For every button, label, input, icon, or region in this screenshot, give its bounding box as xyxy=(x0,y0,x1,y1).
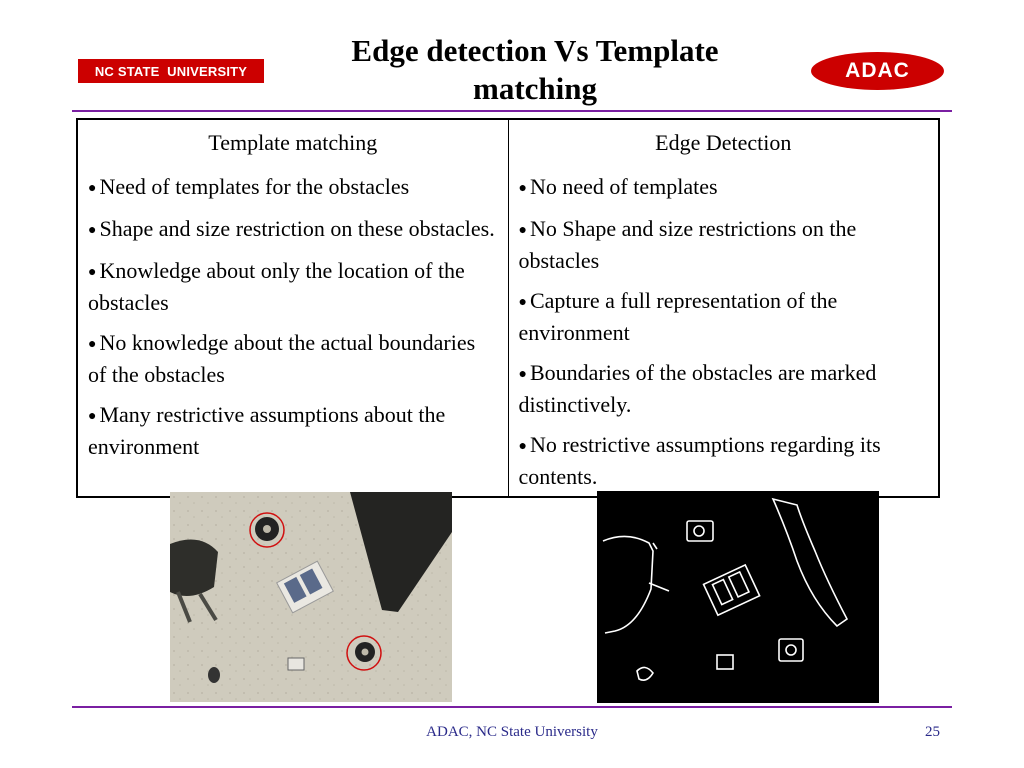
slide-title-line2: matching xyxy=(473,71,597,106)
item-text: Boundaries of the obstacles are marked distinctively. xyxy=(518,360,877,417)
list-item xyxy=(88,328,498,390)
list-item xyxy=(88,172,498,204)
item-text: Many restrictive assumptions about the environment xyxy=(88,402,446,459)
adac-logo xyxy=(811,52,944,90)
ncsu-logo xyxy=(78,59,264,83)
bullet-icon: ● xyxy=(518,439,527,454)
header-edge-detection: Edge Detection xyxy=(508,119,939,158)
slide-title-line1: Edge detection Vs Template xyxy=(351,33,719,68)
edge-detection-image xyxy=(597,491,879,703)
list-item xyxy=(519,430,929,492)
item-text: No restrictive assumptions regarding its contents. xyxy=(518,432,881,489)
ncsu-logo-text: NC STATE UNIVERSITY xyxy=(94,63,248,79)
list-item xyxy=(519,214,929,276)
adac-logo-text: ADAC xyxy=(845,59,910,82)
item-text: Need of templates for the obstacles xyxy=(99,174,410,199)
list-item xyxy=(88,214,498,246)
list-item xyxy=(519,172,929,204)
slide-title xyxy=(300,32,770,108)
edge-detection-column xyxy=(508,158,939,497)
comparison-table xyxy=(76,118,940,498)
bullet-icon: ● xyxy=(88,181,97,196)
header-template-matching: Template matching xyxy=(77,119,508,158)
item-text: Knowledge about only the location of the obstacles xyxy=(88,258,465,315)
bullet-icon: ● xyxy=(88,337,97,352)
bullet-icon: ● xyxy=(88,265,97,280)
table-body-row xyxy=(77,158,939,497)
bullet-icon: ● xyxy=(518,295,527,310)
item-text: Shape and size restriction on these obstacles. xyxy=(99,216,495,241)
item-text: No need of templates xyxy=(529,174,718,199)
list-item xyxy=(88,256,498,318)
bottom-divider xyxy=(72,706,952,708)
item-text: No knowledge about the actual boundaries of the obstacles xyxy=(88,330,476,387)
bullet-icon: ● xyxy=(88,223,97,238)
top-divider xyxy=(72,110,952,112)
bullet-icon: ● xyxy=(518,181,527,196)
template-matching-column xyxy=(77,158,508,497)
item-text: No Shape and size restrictions on the obstacles xyxy=(518,216,857,273)
item-text: Capture a full representation of the environment xyxy=(518,288,838,345)
list-item xyxy=(88,400,498,462)
camera-image xyxy=(170,492,452,702)
footer-text: ADAC, NC State University xyxy=(426,724,598,740)
list-item xyxy=(519,286,929,348)
table-header-row xyxy=(77,119,939,158)
bullet-icon: ● xyxy=(518,223,527,238)
bullet-icon: ● xyxy=(518,367,527,382)
page-number: 25 xyxy=(925,724,940,740)
list-item xyxy=(519,358,929,420)
bullet-icon: ● xyxy=(88,409,97,424)
